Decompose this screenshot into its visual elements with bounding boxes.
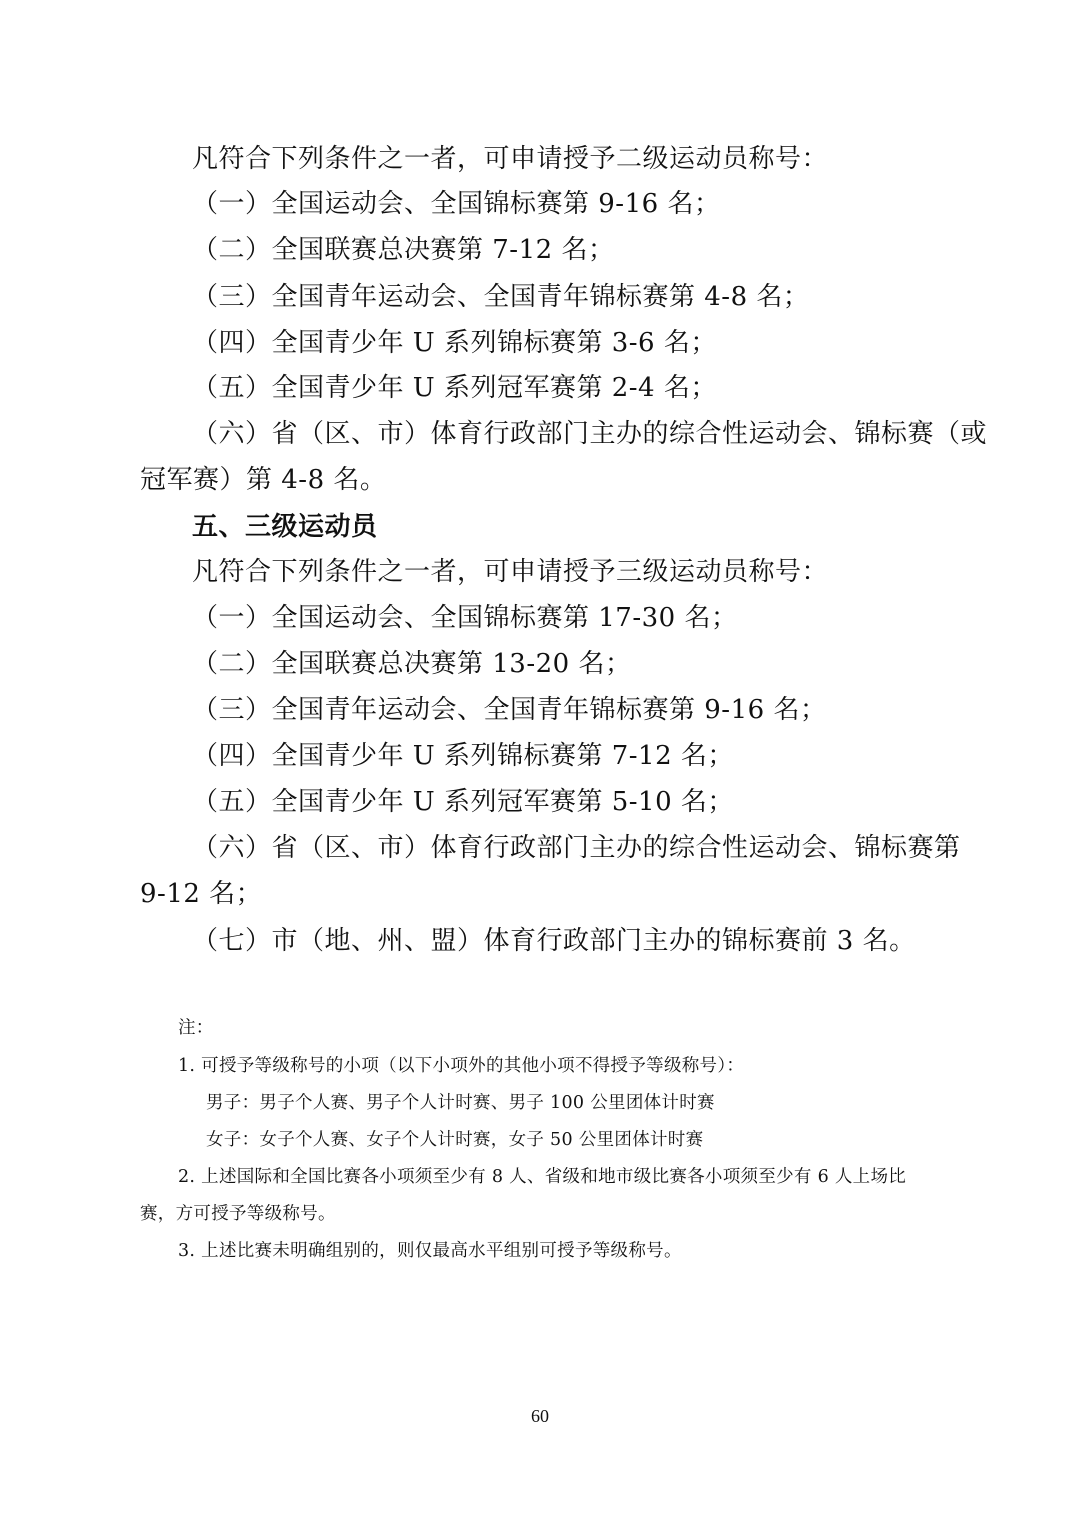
note-3: 3. 上述比赛未明确组别的，则仅最高水平组别可授予等级称号。	[178, 1241, 682, 1261]
note-2-line1: 2. 上述国际和全国比赛各小项须至少有 8 人、省级和地市级比赛各小项须至少有 6 人上场比	[178, 1167, 907, 1187]
level3-item-7: （七）市（地、州、盟）体育行政部门主办的锦标赛前 3 名。	[192, 926, 916, 956]
level3-heading: 五、三级运动员	[192, 512, 378, 542]
level3-item-4: （四）全国青少年 U 系列锦标赛第 7-12 名；	[192, 741, 734, 771]
note-2-line2: 赛，方可授予等级称号。	[140, 1204, 336, 1224]
note-1: 1. 可授予等级称号的小项（以下小项外的其他小项不得授予等级称号）：	[178, 1056, 745, 1076]
note-1-male-events: 男子：男子个人赛、男子个人计时赛、男子 100 公里团体计时赛	[206, 1093, 715, 1113]
level3-item-2: （二）全国联赛总决赛第 13-20 名；	[192, 649, 632, 679]
note-1-female-events: 女子：女子个人赛、女子个人计时赛，女子 50 公里团体计时赛	[206, 1130, 704, 1150]
level2-item-2: （二）全国联赛总决赛第 7-12 名；	[192, 235, 615, 265]
level2-intro: 凡符合下列条件之一者，可申请授予二级运动员称号：	[192, 144, 829, 174]
level2-item-6-line1: （六）省（区、市）体育行政部门主办的综合性运动会、锦标赛（或	[192, 419, 988, 449]
level3-item-1: （一）全国运动会、全国锦标赛第 17-30 名；	[192, 603, 738, 633]
level3-item-5: （五）全国青少年 U 系列冠军赛第 5-10 名；	[192, 787, 734, 817]
level3-intro: 凡符合下列条件之一者，可申请授予三级运动员称号：	[192, 557, 829, 587]
level2-item-4: （四）全国青少年 U 系列锦标赛第 3-6 名；	[192, 328, 717, 358]
level2-item-5: （五）全国青少年 U 系列冠军赛第 2-4 名；	[192, 373, 717, 403]
notes-title: 注：	[178, 1018, 214, 1038]
level2-item-6-line2: 冠军赛）第 4-8 名。	[140, 465, 387, 495]
level2-item-1: （一）全国运动会、全国锦标赛第 9-16 名；	[192, 189, 721, 219]
level3-item-6-line1: （六）省（区、市）体育行政部门主办的综合性运动会、锦标赛第	[192, 833, 961, 863]
level3-item-6-line2: 9-12 名；	[140, 879, 263, 909]
level2-item-3: （三）全国青年运动会、全国青年锦标赛第 4-8 名；	[192, 282, 810, 312]
page-number: 60	[531, 1406, 549, 1426]
level3-item-3: （三）全国青年运动会、全国青年锦标赛第 9-16 名；	[192, 695, 827, 725]
